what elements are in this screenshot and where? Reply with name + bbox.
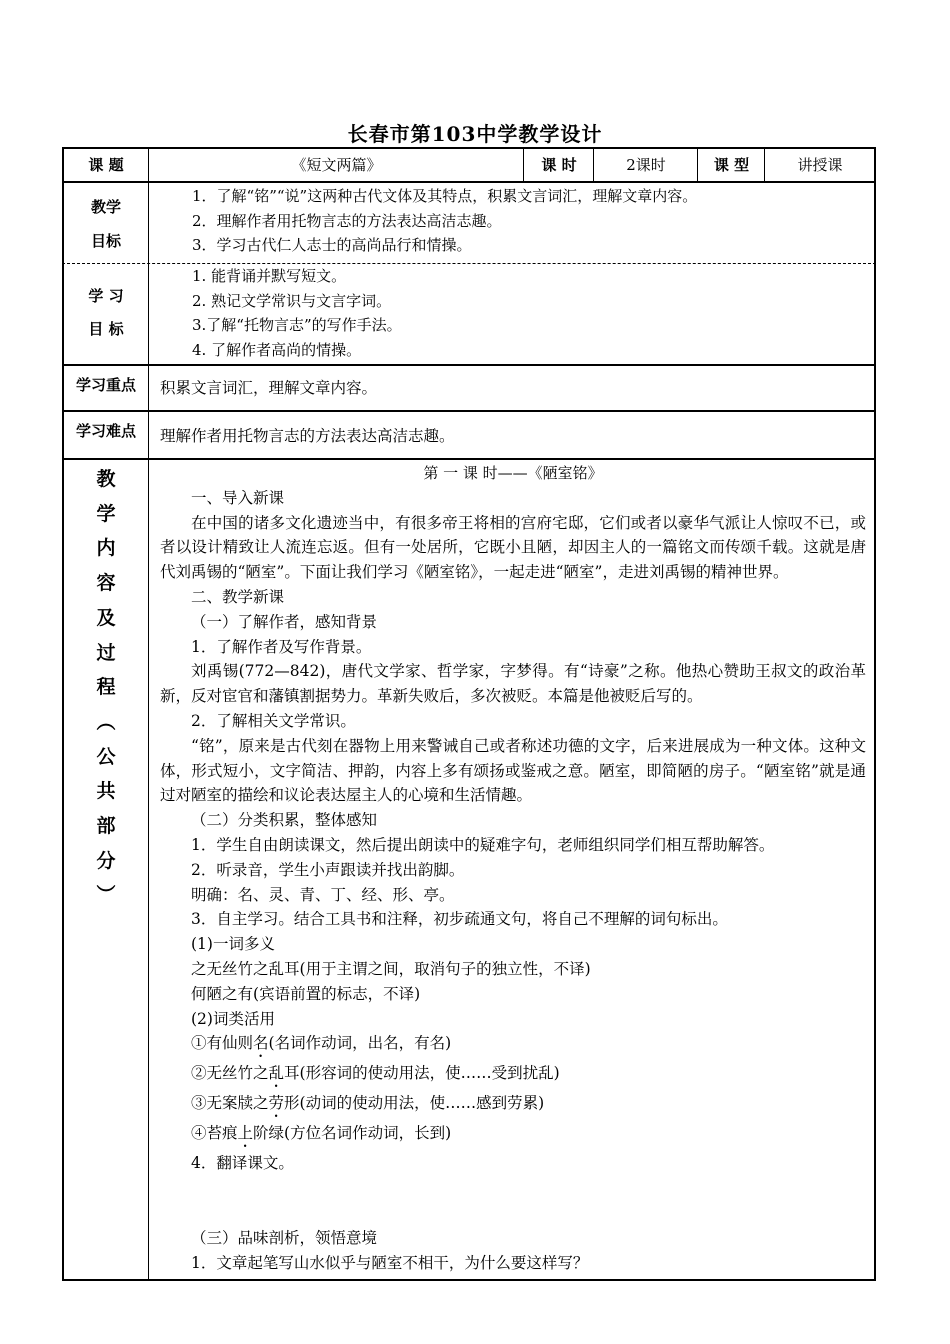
topic-label: 课 题 (88, 156, 124, 174)
spacer (160, 1176, 866, 1226)
example-text: 阶绿(方位名词作动词，长到) (253, 1124, 452, 1143)
row-divider (62, 181, 876, 183)
emphasized-char: 劳 (268, 1094, 285, 1113)
paragraph: 2．了解相关文学常识。 (191, 711, 356, 730)
paragraph: 在中国的诸多文化遗迹当中，有很多帝王将相的宫府宅邸，它们或者以豪华气派让人惊叹不已，或者以设计精致让人流连忘返。但有一处居所，它既小且陋，却因主人的一篇铭文而传颂千载。这就是唐代刘禹锡的“陋室”。下面让我们学习《陋室铭》，一起走进“陋室”，走进刘禹锡的精神世界。 (160, 513, 866, 582)
paragraph: 1．了解作者及写作背景。 (191, 637, 372, 656)
example-line (160, 1061, 866, 1091)
column-divider (523, 149, 524, 181)
example-text: 耳(形容词的使动用法，使……受到扰乱) (284, 1064, 560, 1083)
hours-value: 2课时 (626, 156, 666, 174)
paragraph: “铭”，原来是古代刻在器物上用来警诫自己或者称述功德的文字，后来进展成为一种文体。这种文体，形式短小，文字简洁、押韵，内容上多有颂扬或鉴戒之意。陋室，即简陋的房子。“陋室铭”就是通过对陋室的描绘和议论表达屋主人的心境和生活情趣。 (160, 736, 866, 805)
example-text: ②无丝竹之 (191, 1064, 269, 1083)
example-line (160, 1091, 866, 1121)
hours-label: 课 时 (541, 156, 577, 174)
learning-goal-item: 1. 能背诵并默写短文。 (192, 267, 347, 285)
vertical-char: 学 (96, 502, 116, 525)
topic-value: 《短文两篇》 (291, 156, 382, 174)
row-divider (62, 364, 876, 366)
vertical-char: 分 (96, 849, 116, 872)
learning-goals-label-line: 学 习 (88, 287, 124, 305)
difficult-point-label: 学习难点 (75, 422, 136, 440)
example-text: 有(宾语前置的标志，不译) (237, 984, 421, 1003)
learning-goal-item: 3.了解“托物言志”的写作手法。 (192, 316, 402, 334)
row-divider (62, 410, 876, 412)
learning-goals-label (64, 280, 148, 346)
example-line (160, 1121, 866, 1151)
example-text: ③无案牍之 (191, 1094, 269, 1113)
emphasized-char: 乱 (268, 1064, 285, 1083)
document-title: 长春市第103中学教学设计 (347, 122, 603, 146)
subsection-title: （三）品味剖析，领悟意境 (191, 1228, 378, 1247)
row-divider (62, 458, 876, 460)
vertical-char: 及 (96, 606, 116, 629)
example-text: ④苔痕 (191, 1124, 238, 1143)
column-divider (764, 149, 765, 181)
section-title: 一、导入新课 (191, 488, 285, 507)
paragraph: 刘禹锡(772—842)，唐代文学家、哲学家，字梦得。有“诗豪”之称。他热心赞助王叔文的政治革新，反对宦官和藩镇割据势力。革新失败后，多次被贬。本篇是他被贬后写的。 (160, 662, 866, 706)
vertical-char: 程 (96, 676, 116, 699)
vertical-char: 过 (96, 641, 116, 664)
section-title: 二、教学新课 (191, 587, 285, 606)
vertical-char: 教 (96, 468, 116, 490)
example-text: ①有仙则 (191, 1034, 254, 1053)
difficult-point-text: 理解作者用托物言志的方法表达高洁志趣。 (160, 427, 455, 445)
example-line (160, 982, 866, 1007)
vertical-char: ︶ (96, 884, 116, 907)
teaching-goal-item: 2．理解作者用托物言志的方法表达高洁志趣。 (192, 211, 502, 230)
vertical-char: 部 (96, 815, 116, 838)
teaching-goal-item: 3．学习古代仁人志士的高尚品行和情操。 (192, 236, 472, 254)
example-text: 之无丝竹之 (191, 959, 269, 978)
learning-goal-item: 4. 了解作者高尚的情操。 (192, 340, 362, 359)
column-divider (593, 149, 594, 181)
vertical-char: 内 (96, 537, 116, 560)
paragraph: 3．自主学习。结合工具书和注释，初步疏通文句，将自己不理解的词句标出。 (191, 910, 728, 929)
column-divider (148, 149, 149, 1280)
vertical-char: ︵ (96, 710, 116, 733)
paragraph: (2)词类活用 (191, 1009, 275, 1028)
paragraph: 4．翻译课文。 (191, 1154, 294, 1173)
key-point-text: 积累文言词汇，理解文章内容。 (160, 379, 378, 397)
lesson-heading: 第 一 课 时——《陋室铭》 (423, 464, 603, 482)
example-text: (名词作动词，出名，有名) (268, 1034, 452, 1053)
vertical-char: 公 (96, 745, 116, 768)
subsection-title: （二）分类积累，整体感知 (191, 811, 378, 830)
type-value: 讲授课 (797, 156, 843, 174)
teaching-goals-label (64, 190, 148, 258)
emphasized-char: 名 (253, 1034, 269, 1053)
vertical-char: 容 (96, 572, 116, 595)
example-line (160, 1031, 866, 1061)
example-text: 乱耳(用于主谓之间，取消句子的独立性，不译) (268, 959, 591, 978)
vertical-char: 共 (96, 780, 116, 803)
type-label: 课 型 (713, 156, 750, 174)
learning-goal-item: 2. 熟记文学常识与文言字词。 (192, 291, 392, 310)
teaching-goal-item: 1．了解“铭”“说”这两种古代文体及其特点，积累文言词汇，理解文章内容。 (192, 187, 698, 205)
learning-goals-list (192, 264, 402, 362)
paragraph: 1．学生自由朗读课文，然后提出朗读中的疑难字句，老师组织同学们相互帮助解答。 (191, 835, 775, 854)
key-point-label: 学习重点 (75, 376, 136, 394)
dashed-divider (62, 263, 876, 264)
column-divider (697, 149, 698, 181)
paragraph: 明确：名、灵、青、丁、经、形、亭。 (191, 885, 455, 904)
emphasized-char: 上 (237, 1124, 254, 1143)
example-line (160, 957, 866, 982)
process-vertical-label (64, 462, 148, 913)
teaching-goals-label-line: 目标 (90, 232, 121, 250)
example-text: 形(动词的使动用法，使……感到劳累) (284, 1094, 545, 1113)
paragraph: 2．听录音，学生小声跟读并找出韵脚。 (191, 860, 465, 879)
process-content (160, 461, 866, 1275)
paragraph: 1．文章起笔写山水似乎与陋室不相干，为什么要这样写？ (191, 1253, 589, 1272)
subsection-title: （一）了解作者，感知背景 (191, 612, 378, 631)
teaching-goals-label-line: 教学 (90, 198, 121, 216)
learning-goals-label-line: 目 标 (88, 320, 124, 338)
teaching-goals-list (192, 184, 697, 258)
paragraph: (1)一词多义 (191, 935, 275, 954)
example-text: 何陋之 (191, 984, 238, 1003)
